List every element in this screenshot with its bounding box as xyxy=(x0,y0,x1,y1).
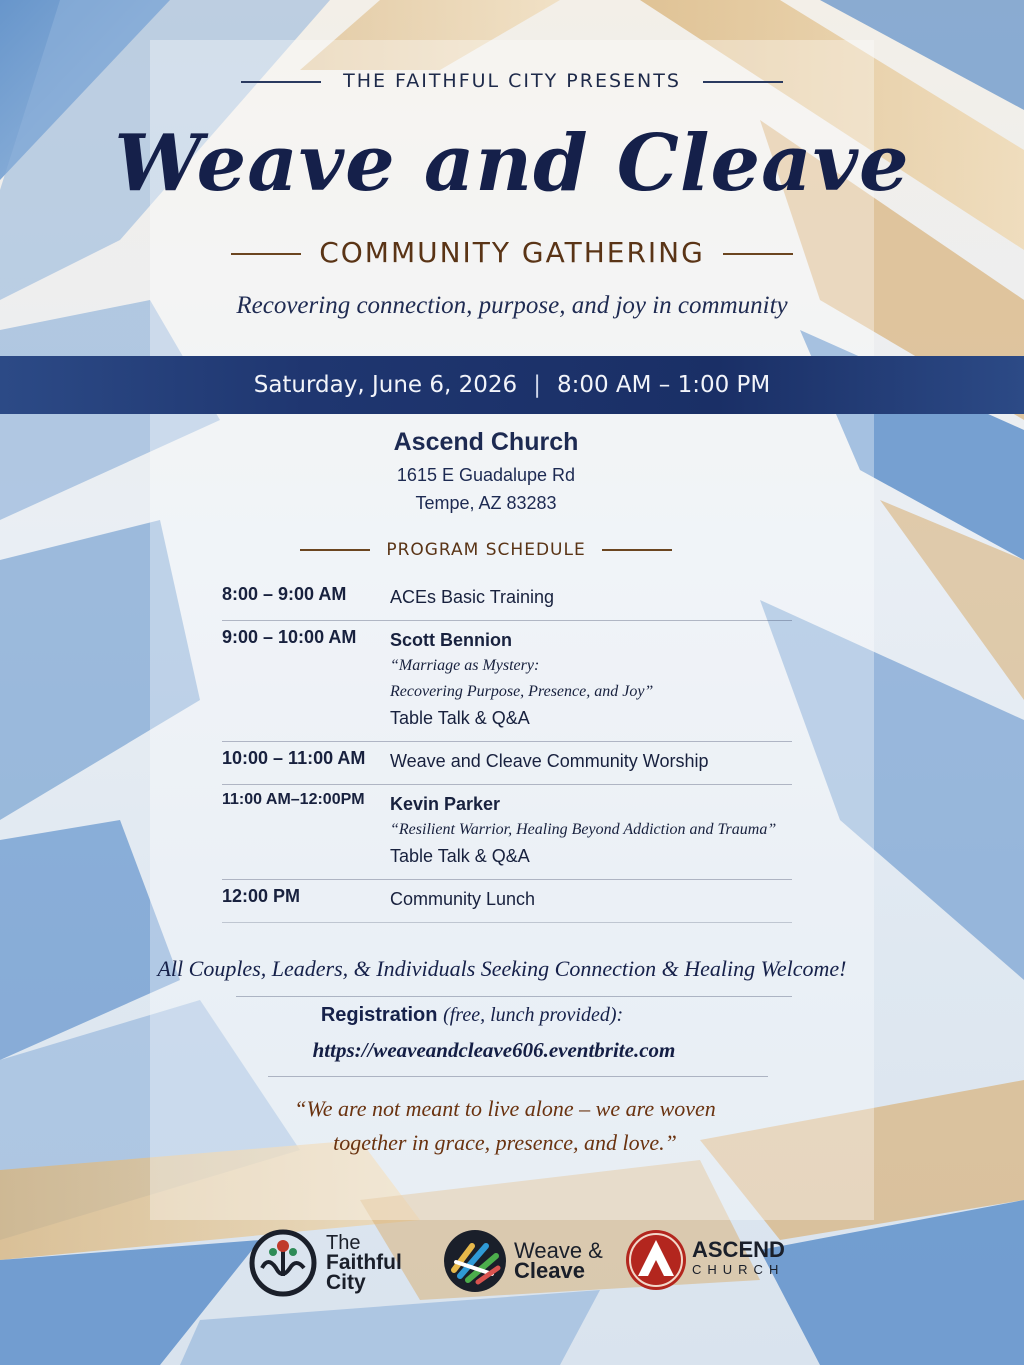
schedule-session xyxy=(390,627,792,731)
date-time-band xyxy=(0,356,1024,414)
schedule-time: 10:00 – 11:00 AM xyxy=(222,748,366,768)
talk-title-line: “Resilient Warrior, Healing Beyond Addiction and Trauma” xyxy=(390,821,777,838)
schedule-row xyxy=(222,742,792,785)
logo-text: The xyxy=(326,1232,361,1254)
schedule-title: Weave and Cleave Community Worship xyxy=(390,751,709,771)
event-title: Weave and Cleave xyxy=(114,118,910,209)
venue-street: 1615 E Guadalupe Rd xyxy=(396,465,576,485)
schedule-title: ACEs Basic Training xyxy=(390,587,555,607)
divider-right xyxy=(703,81,783,83)
program-schedule xyxy=(222,578,792,923)
venue-city: Tempe, AZ 83283 xyxy=(415,493,557,513)
schedule-heading xyxy=(0,540,972,560)
ascend-icon xyxy=(624,1228,688,1292)
weave-cleave-logo xyxy=(442,1228,603,1294)
event-time: 8:00 AM – 1:00 PM xyxy=(556,372,771,398)
divider-left xyxy=(241,81,321,83)
talk-title-line: “Marriage as Mystery: xyxy=(390,657,540,674)
event-date: Saturday, June 6, 2026 xyxy=(253,372,518,398)
schedule-session xyxy=(390,791,792,869)
session-extra: Table Talk & Q&A xyxy=(390,708,530,728)
divider-right xyxy=(723,253,793,255)
divider-right xyxy=(602,549,672,551)
schedule-title: Community Lunch xyxy=(390,889,536,909)
welcome-line: All Couples, Leaders, & Individuals Seeking Connection & Healing Welcome! xyxy=(157,956,847,981)
logo-text: Faithful xyxy=(326,1251,402,1274)
talk-title-line: Recovering Purpose, Presence, and Joy” xyxy=(390,683,654,700)
schedule-row xyxy=(222,578,792,621)
sponsor-logos xyxy=(0,1222,1024,1312)
session-extra: Table Talk & Q&A xyxy=(390,846,530,866)
schedule-row xyxy=(222,785,792,880)
subtitle-text: COMMUNITY GATHERING xyxy=(319,236,705,269)
speaker-name: Kevin Parker xyxy=(390,794,501,814)
divider xyxy=(268,1076,768,1077)
faithful-city-logo xyxy=(248,1228,402,1298)
quote-line: “We are not meant to live alone – we are woven xyxy=(294,1096,716,1121)
divider-left xyxy=(231,253,301,255)
registration-label: Registration xyxy=(320,1004,438,1026)
registration-note: (free, lunch provided): xyxy=(443,1004,624,1026)
schedule-time: 9:00 – 10:00 AM xyxy=(222,627,357,647)
schedule-heading-text: PROGRAM SCHEDULE xyxy=(386,540,586,560)
logo-text: CHURCH xyxy=(692,1262,785,1277)
logo-text: City xyxy=(326,1271,366,1294)
logo-text: ASCEND xyxy=(692,1237,785,1262)
logo-text: Cleave xyxy=(514,1258,585,1283)
speaker-name: Scott Bennion xyxy=(390,630,512,650)
closing-quote xyxy=(0,1092,1010,1160)
event-subtitle xyxy=(0,236,1024,269)
schedule-row xyxy=(222,880,792,923)
schedule-time: 11:00 AM–12:00PM xyxy=(222,791,365,808)
registration-line xyxy=(0,1004,944,1027)
tagline: Recovering connection, purpose, and joy in community xyxy=(236,292,788,319)
schedule-row xyxy=(222,621,792,742)
venue xyxy=(0,428,972,517)
divider xyxy=(236,996,792,997)
presents-text: THE FAITHFUL CITY PRESENTS xyxy=(343,70,681,92)
date-time-separator: | xyxy=(533,372,541,398)
schedule-time: 8:00 – 9:00 AM xyxy=(222,584,347,604)
divider-left xyxy=(300,549,370,551)
logo-text: Weave & xyxy=(514,1238,603,1263)
registration-link[interactable]: https://weaveandcleave606.eventbrite.com xyxy=(312,1038,676,1062)
ascend-church-logo xyxy=(624,1228,785,1292)
faithful-city-icon xyxy=(248,1228,318,1298)
venue-name: Ascend Church xyxy=(393,428,579,456)
schedule-time: 12:00 PM xyxy=(222,886,301,906)
quote-line: together in grace, presence, and love.” xyxy=(333,1130,677,1155)
presents-line xyxy=(0,70,1024,92)
weave-cleave-icon xyxy=(442,1228,508,1294)
